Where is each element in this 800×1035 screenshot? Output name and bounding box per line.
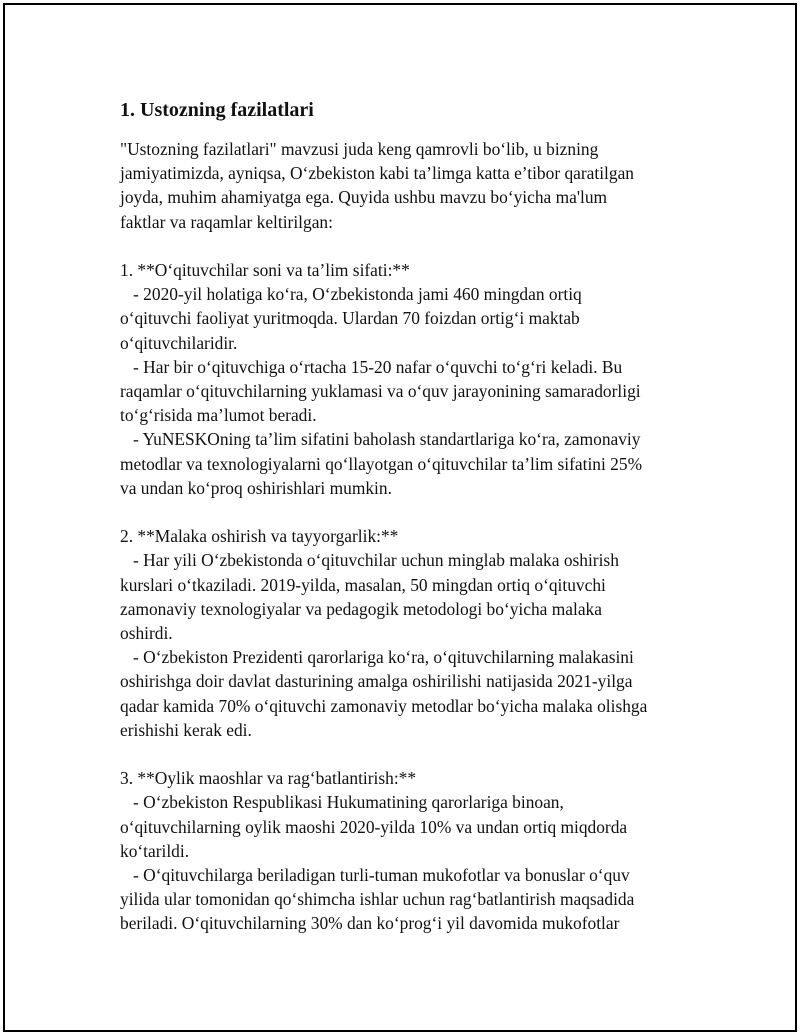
text-line [120, 742, 700, 766]
text-line: - O‘zbekiston Prezidenti qarorlariga ko‘ra, o‘qituvchilarning malakasini [120, 647, 634, 668]
text-line: - 2020-yil holatiga ko‘ra, O‘zbekistonda jami 460 mingdan ortiq [120, 284, 582, 305]
text-line: oshirdi. [120, 623, 173, 644]
text-line: yilida ular tomonidan qo‘shimcha ishlar uchun rag‘batlantirish maqsadida [120, 889, 635, 910]
text-line: faktlar va raqamlar keltirilgan: [120, 211, 333, 232]
text-line: va undan ko‘proq oshirishlari mumkin. [120, 477, 392, 498]
text-line: erishishi kerak edi. [120, 719, 252, 740]
text-line: kurslari o‘tkaziladi. 2019-yilda, masalan, 50 mingdan ortiq o‘qituvchi [120, 574, 606, 595]
document-body [120, 97, 700, 936]
text-line: - Har bir o‘qituvchiga o‘rtacha 15-20 nafar o‘quvchi to‘g‘ri keladi. Bu [120, 356, 623, 377]
text-line: "Ustozning fazilatlari" mavzusi juda keng qamrovli bo‘lib, u bizning [120, 139, 599, 159]
text-line: o‘qituvchilarning oylik maoshi 2020-yilda 10% va undan ortiq miqdorda [120, 816, 628, 837]
text-line: 2. **Malaka oshirish va tayyorgarlik:** [120, 526, 399, 547]
document-page [3, 3, 797, 1032]
text-line: qadar kamida 70% o‘qituvchi zamonaviy metodlar bo‘yicha malaka olishga [120, 695, 648, 716]
text-line: beriladi. O‘qituvchilarning 30% dan ko‘prog‘i yil davomida mukofotlar [120, 913, 620, 934]
text-line: o‘qituvchi faoliyat yuritmoqda. Ulardan 70 foizdan ortig‘i maktab [120, 308, 580, 329]
text-line: jamiyatimizda, ayniqsa, O‘zbekiston kabi ta’limga katta e’tibor qaratilgan [120, 163, 634, 184]
text-line: to‘g‘risida ma’lumot beradi. [120, 405, 317, 426]
text-line [120, 500, 700, 524]
text-line: - Har yili O‘zbekistonda o‘qituvchilar uchun minglab malaka oshirish [120, 550, 619, 571]
text-line: ko‘tarildi. [120, 840, 190, 861]
text-line: o‘qituvchilaridir. [120, 332, 238, 353]
paragraph-lines [120, 137, 700, 936]
text-line: 1. **O‘qituvchilar soni va ta’lim sifati:** [120, 260, 410, 280]
text-line [120, 234, 700, 258]
text-line: - YuNESKOning ta’lim sifatini baholash standartlariga ko‘ra, zamonaviy [120, 429, 641, 450]
text-line: joyda, muhim ahamiyatga ega. Quyida ushbu mavzu bo‘yicha ma'lum [120, 187, 608, 208]
text-line: - O‘zbekiston Respublikasi Hukumatining qarorlariga binoan, [120, 792, 564, 813]
text-line: zamonaviy texnologiyalar va pedagogik metodologi bo‘yicha malaka [120, 598, 602, 619]
text-line: metodlar va texnologiyalarni qo‘llayotgan o‘qituvchilar ta’lim sifatini 25% [120, 453, 643, 474]
text-line: raqamlar o‘qituvchilarning yuklamasi va o‘quv jarayonining samaradorligi [120, 381, 641, 402]
text-line: oshirishga doir davlat dasturining amalga oshirilishi natijasida 2021-yilga [120, 671, 633, 692]
text-line: - O‘qituvchilarga beriladigan turli-tuman mukofotlar va bonuslar o‘quv [120, 865, 630, 886]
section-heading: 1. Ustozning fazilatlari [120, 99, 314, 121]
text-line: 3. **Oylik maoshlar va rag‘batlantirish:** [120, 768, 417, 789]
